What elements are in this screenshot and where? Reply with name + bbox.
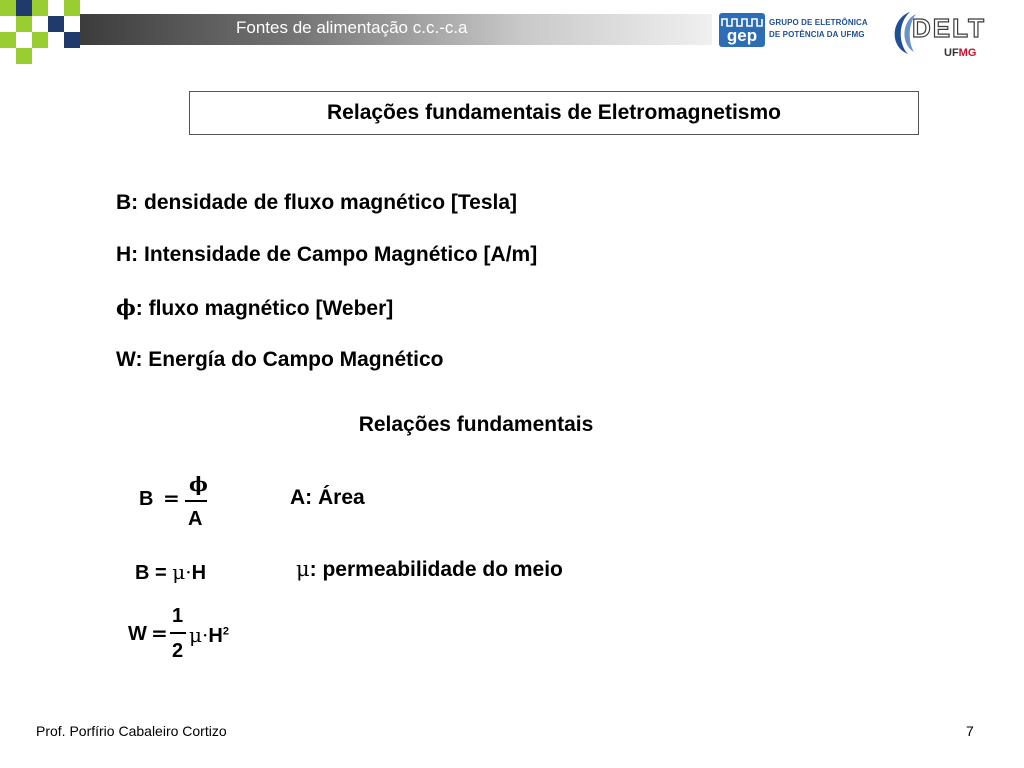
eq3-denominator: 2 [172, 640, 184, 662]
slide-title [189, 91, 919, 135]
checker-square [0, 0, 16, 16]
definition-w: W: Energía do Campo Magnético [116, 348, 444, 371]
definition-phi [116, 295, 393, 321]
eq2-lhs: B = [135, 562, 173, 584]
gep-logo-text: gep [726, 26, 758, 45]
mu-symbol: μ [296, 557, 310, 581]
page-number: 7 [966, 723, 974, 739]
mu-symbol: μ [189, 623, 202, 647]
checker-square [64, 0, 80, 16]
eq2-dot: · [185, 560, 192, 584]
eq3-fraction-line [170, 632, 186, 634]
checker-square [48, 16, 64, 32]
note-permeability-text: : permeabilidade do meio [309, 558, 563, 581]
ufmg-accent: MG [958, 47, 977, 59]
eq3-lhs: W [128, 623, 147, 645]
checker-square [0, 32, 16, 48]
eq1-lhs: B [139, 488, 154, 510]
definition-b: B: densidade de fluxo magnético [Tesla] [116, 191, 518, 214]
gep-logo-line1: GRUPO DE ELETRÔNICA [769, 18, 868, 27]
eq3-exponent: 2 [222, 625, 229, 638]
note-area: A: Área [290, 486, 365, 509]
mu-symbol: μ [172, 560, 186, 584]
checker-square [16, 0, 32, 16]
phi-symbol: ϕ [116, 295, 136, 320]
definition-phi-text: : fluxo magnético [Weber] [135, 297, 394, 320]
delt-logo-text: DELT [912, 13, 986, 43]
checker-square [16, 48, 32, 64]
section-subtitle: Relações fundamentais [358, 413, 594, 436]
header-title: Fontes de alimentação c.c.-c.a [236, 18, 468, 37]
eq1-equals: = [163, 486, 180, 510]
note-permeability [296, 557, 563, 582]
gep-logo-line2: DE POTÊNCIA DA UFMG [769, 30, 865, 39]
eq1-denominator: A [188, 508, 203, 530]
eq3-dot: · [202, 623, 209, 647]
definition-h: H: Intensidade de Campo Magnético [A/m] [116, 243, 538, 266]
gep-logo-mark [719, 13, 765, 47]
checker-square [16, 16, 32, 32]
eq3-rhs [189, 623, 229, 648]
ufmg-label [944, 47, 976, 59]
equation-permeability [135, 560, 206, 585]
eq3-equals: = [151, 621, 168, 645]
footer-author: Prof. Porfírio Cabaleiro Cortizo [36, 723, 227, 739]
eq1-numerator: ϕ [189, 472, 208, 496]
eq3-numerator: 1 [172, 605, 184, 627]
eq1-fraction-line [185, 500, 207, 502]
slide-title-text: Relações fundamentais de Eletromagnetismo [327, 101, 781, 124]
eq3-h: H [208, 625, 223, 647]
checker-square [32, 0, 48, 16]
checker-square [64, 32, 80, 48]
ufmg-prefix: UF [944, 47, 959, 59]
checker-square [32, 32, 48, 48]
eq2-rhs: H [191, 562, 207, 584]
